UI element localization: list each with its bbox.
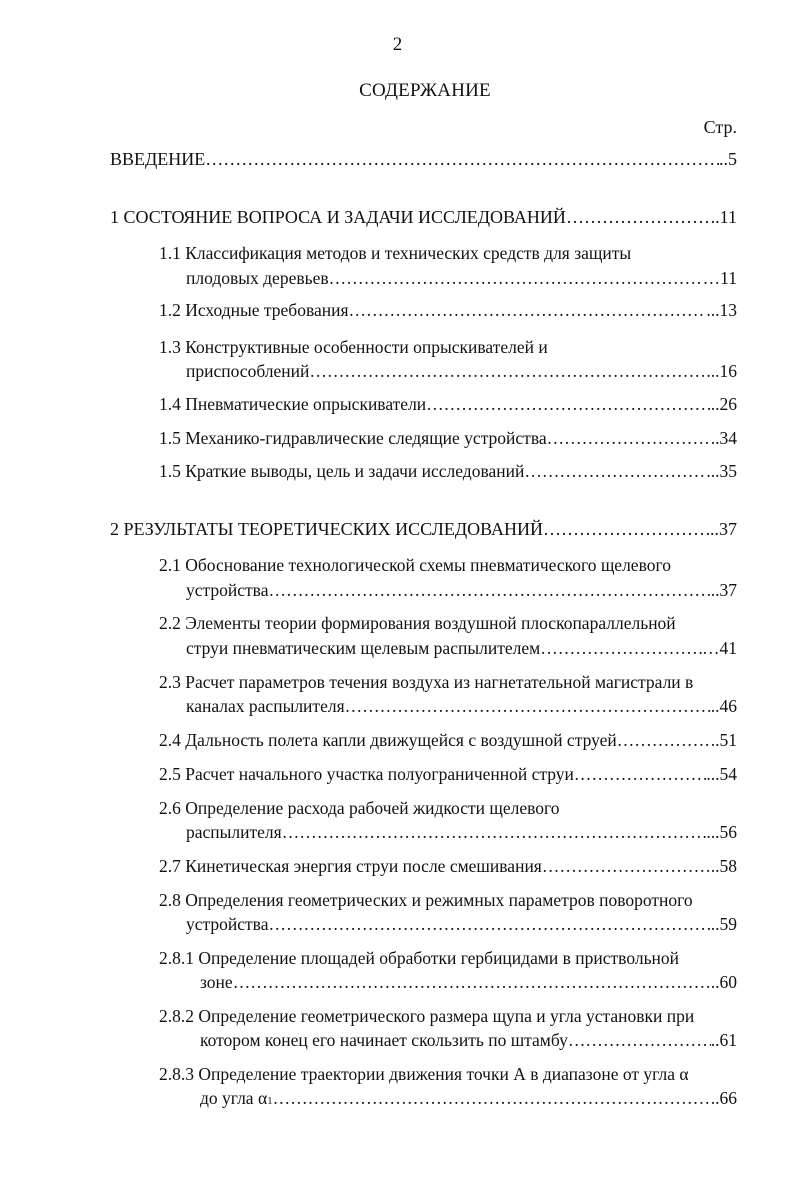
- toc-title: СОДЕРЖАНИЕ: [359, 80, 491, 101]
- toc-entry-1-4: 1.4 Пневматические опрыскиватели …………………………………………………………………………………………………………………………………………………………………………………… ..26: [159, 394, 737, 415]
- toc-entry-1-2: 1.2 Исходные требования …………………………………………………………………………………………………………………………………………………………………………………… ...13: [159, 300, 737, 321]
- toc-entry-chapter-1: 1 СОСТОЯНИЕ ВОПРОСА И ЗАДАЧИ ИССЛЕДОВАНИЙ …………………………………………………………………………………………………………………………………………………………………………………… ..11: [110, 207, 737, 228]
- toc-entry-intro: ВВЕДЕНИЕ …………………………………………………………………………………………………………………………………………………………………………………… ..5: [110, 149, 737, 170]
- toc-entry-2-8: устройства …………………………………………………………………………………………………………………………………………………………………………………… ..59: [186, 914, 737, 935]
- toc-entry-2-8-3-line1: 2.8.3 Определение траектории движения точки А в диапазоне от угла α: [159, 1064, 689, 1084]
- toc-entry-1-3-line1: 1.3 Конструктивные особенности опрыскивателей и: [159, 337, 548, 357]
- toc-entry-1-3: приспособлений …………………………………………………………………………………………………………………………………………………………………………………… ...16: [186, 361, 737, 382]
- toc-entry-2-2-line1: 2.2 Элементы теории формирования воздушной плоскопараллельной: [159, 613, 676, 633]
- toc-entry-2-1-line1: 2.1 Обоснование технологической схемы пневматического щелевого: [159, 555, 671, 575]
- toc-entry-2-8-2-line1: 2.8.2 Определение геометрического размера щупа и угла установки при: [159, 1006, 695, 1026]
- toc-entry-2-5: 2.5 Расчет начального участка полуограниченной струи …………………………………………………………………………………………………………………………………………………………………………………… ...54: [159, 764, 737, 785]
- toc-entry-2-3: каналах распылителя …………………………………………………………………………………………………………………………………………………………………………………… ..46: [186, 696, 737, 717]
- toc-entry-2-4: 2.4 Дальность полета капли движущейся с воздушной струей …………………………………………………………………………………………………………………………………………………………………………………… ..51: [159, 730, 737, 751]
- toc-entry-2-7: 2.7 Кинетическая энергия струи после смешивания …………………………………………………………………………………………………………………………………………………………………………………… ..58: [159, 856, 737, 877]
- toc-entry-chapter-2: 2 РЕЗУЛЬТАТЫ ТЕОРЕТИЧЕСКИХ ИССЛЕДОВАНИЙ …………………………………………………………………………………………………………………………………………………………………………………… ..37: [110, 519, 737, 540]
- toc-entry-1-1-line1: 1.1 Классификация методов и технических средств для защиты: [159, 243, 632, 263]
- toc-entry-2-6: распылителя …………………………………………………………………………………………………………………………………………………………………………………… ...56: [186, 822, 737, 843]
- toc-entry-2-1: устройства …………………………………………………………………………………………………………………………………………………………………………………… ..37: [186, 580, 737, 601]
- toc-entry-2-3-line1: 2.3 Расчет параметров течения воздуха из нагнетательной магистрали в: [159, 672, 694, 692]
- page-number: 2: [392, 34, 403, 55]
- alpha-subscript: 1: [267, 1095, 273, 1107]
- page-column-label: Стр.: [703, 117, 737, 137]
- toc-entry-1-5b: 1.5 Краткие выводы, цель и задачи исследований …………………………………………………………………………………………………………………………………………………………………………………… ...35: [159, 461, 737, 482]
- toc-entry-2-8-3: до угла α 1 …………………………………………………………………………………………………………………………………………………………………………………… ..66: [200, 1088, 737, 1109]
- toc-entry-2-2: струи пневматическим щелевым распылителем …………………………………………………………………………………………………………………………………………………………………………………… …41: [186, 638, 737, 659]
- toc-entry-1-1: плодовых деревьев …………………………………………………………………………………………………………………………………………………………………………………… …11: [186, 268, 737, 289]
- toc-entry-2-8-line1: 2.8 Определения геометрических и режимных параметров поворотного: [159, 890, 693, 910]
- toc-entry-2-6-line1: 2.6 Определение расхода рабочей жидкости щелевого: [159, 798, 560, 818]
- toc-entry-2-8-1-line1: 2.8.1 Определение площадей обработки гербицидами в приствольной: [159, 948, 680, 968]
- toc-entry-2-8-1: зоне …………………………………………………………………………………………………………………………………………………………………………………… ..60: [200, 972, 737, 993]
- toc-entry-2-8-2: котором конец его начинает скользить по штамбу …………………………………………………………………………………………………………………………………………………………………………………… ..61: [200, 1030, 737, 1051]
- toc-entry-1-5a: 1.5 Механико-гидравлические следящие устройства …………………………………………………………………………………………………………………………………………………………………………………… ..34: [159, 428, 737, 449]
